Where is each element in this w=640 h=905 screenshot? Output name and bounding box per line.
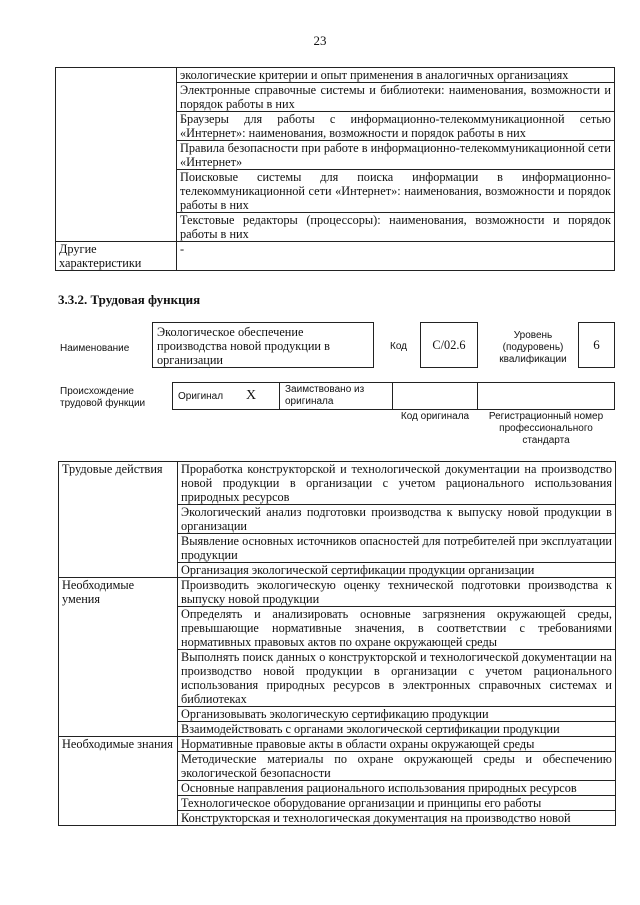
row-value: - <box>177 242 615 271</box>
table-row <box>59 737 616 752</box>
reg-number-caption: Регистрационный номер профессионального стандарта <box>488 411 604 446</box>
group-item: Методические материалы по охране окружающей среды и обеспечению экологической безопасности <box>178 752 616 781</box>
table-row <box>56 242 615 271</box>
borrowed-label: Заимствовано из оригинала <box>285 384 365 407</box>
code-original-cell <box>392 382 478 410</box>
group-label: Трудовые действия <box>59 462 178 578</box>
function-name-value: Экологическое обеспечение производства новой продукции в организации <box>157 325 330 367</box>
group-label: Необходимые знания <box>59 737 178 826</box>
group-item: Технологическое оборудование организации и принципы его работы <box>178 796 616 811</box>
table-row <box>56 68 615 83</box>
row-label: Другие характеристики <box>56 242 177 271</box>
page-number: 23 <box>313 33 327 48</box>
group-item: Организовывать экологическую сертификацию продукции <box>178 707 616 722</box>
row-value: Браузеры для работы с информационно-телекоммуникационной сетью «Интернет»: наименования, возможности и порядок работы в них <box>177 112 615 141</box>
group-item: Определять и анализировать основные загрязнения окружающей среды, превышающие нормативные значения, в соответствии с требованиями нормативных правовых актов по охране окружающей среды <box>178 607 616 650</box>
group-item: Производить экологическую оценку технической подготовки производства к выпуску новой продукции <box>178 578 616 607</box>
level-label: Уровень (подуровень) квалификации <box>499 330 567 365</box>
code-box <box>420 322 478 368</box>
group-label: Необходимые умения <box>59 578 178 737</box>
name-label: Наименование <box>60 343 130 354</box>
code-label: Код <box>390 341 408 352</box>
origin-label: Происхождение трудовой функции <box>60 386 146 409</box>
group-item: Конструкторская и технологическая документация на производство новой <box>178 811 616 826</box>
group-item: Нормативные правовые акты в области охраны окружающей среды <box>178 737 616 752</box>
original-label: Оригинал <box>178 391 224 402</box>
code-original-caption: Код оригинала <box>400 411 470 422</box>
code-value: С/02.6 <box>432 337 466 352</box>
group-item: Взаимодействовать с органами экологической сертификации продукции <box>178 722 616 737</box>
row-value: Текстовые редакторы (процессоры): наименования, возможности и порядок работы в них <box>177 213 615 242</box>
group-item: Проработка конструкторской и технологической документации на производство новой продукции в организации с учетом рационального использования природных ресурсов <box>178 462 616 505</box>
function-name-box <box>152 322 374 368</box>
level-value: 6 <box>593 337 600 352</box>
row-label <box>56 68 177 242</box>
level-box <box>578 322 615 368</box>
row-value: Электронные справочные системы и библиотеки: наименования, возможности и порядок работы в них <box>177 83 615 112</box>
table-row <box>59 462 616 505</box>
row-value: Правила безопасности при работе в информационно-телекоммуникационной сети «Интернет» <box>177 141 615 170</box>
original-mark: X <box>246 388 257 403</box>
reg-number-cell <box>477 382 615 410</box>
row-value: Поисковые системы для поиска информации в информационно-телекоммуникационной сети «Интернет»: наименования, возможности и порядок работы в них <box>177 170 615 213</box>
group-item: Организация экологической сертификации продукции организации <box>178 563 616 578</box>
table-row <box>59 578 616 607</box>
group-item: Экологический анализ подготовки производства к выпуску новой продукции в организации <box>178 505 616 534</box>
group-item: Основные направления рационального использования природных ресурсов <box>178 781 616 796</box>
group-item: Выполнять поиск данных о конструкторской и технологической документации на производство новой продукции в организации с учетом рационального использования природных ресурсов в электронных справочных системах и библиотеках <box>178 650 616 707</box>
row-value: экологические критерии и опыт применения в аналогичных организациях <box>177 68 615 83</box>
group-item: Выявление основных источников опасностей для потребителей при эксплуатации продукции <box>178 534 616 563</box>
top-table <box>55 67 615 271</box>
section-heading: 3.3.2. Трудовая функция <box>58 292 201 307</box>
function-table <box>58 461 616 826</box>
